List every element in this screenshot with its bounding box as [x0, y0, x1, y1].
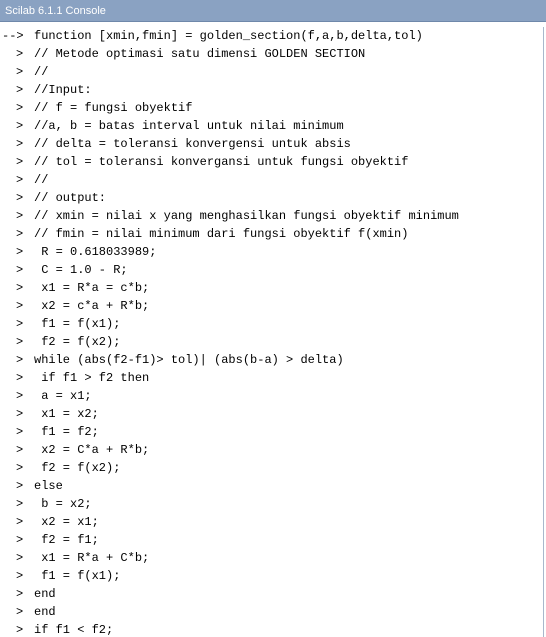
console-line-text: else: [34, 479, 63, 493]
continuation-prompt: >: [16, 551, 24, 565]
console-line: [0, 567, 543, 585]
console-line: [0, 63, 543, 81]
console-line: [0, 279, 543, 297]
continuation-prompt: >: [16, 461, 24, 475]
console-line: [0, 441, 543, 459]
console-line-text: b = x2;: [34, 497, 92, 511]
console-line-text: f1 = f2;: [34, 425, 99, 439]
continuation-prompt: >: [16, 83, 24, 97]
continuation-prompt: >: [16, 137, 24, 151]
console-line: [0, 297, 543, 315]
window-title: Scilab 6.1.1 Console: [5, 5, 106, 17]
console-line-text: x2 = c*a + R*b;: [34, 299, 150, 313]
console-line: [0, 117, 543, 135]
console-line: [0, 621, 543, 637]
continuation-prompt: >: [16, 281, 24, 295]
console-line-text: f1 = f(x1);: [34, 569, 121, 583]
console-line-text: // Metode optimasi satu dimensi GOLDEN SECTION: [34, 47, 366, 61]
continuation-prompt: >: [16, 191, 24, 205]
console-line-text: f2 = f(x2);: [34, 335, 121, 349]
console-line: [0, 171, 543, 189]
console-line: [0, 81, 543, 99]
console-line-text: x2 = C*a + R*b;: [34, 443, 150, 457]
console-line-text: f2 = f(x2);: [34, 461, 121, 475]
console-line-text: // output:: [34, 191, 107, 205]
continuation-prompt: >: [16, 479, 24, 493]
continuation-prompt: >: [16, 155, 24, 169]
console-line-text: // delta = toleransi konvergensi untuk absis: [34, 137, 351, 151]
console-line: [0, 135, 543, 153]
continuation-prompt: >: [16, 299, 24, 313]
console-line: [0, 531, 543, 549]
continuation-prompt: >: [16, 173, 24, 187]
console-line-text: //: [34, 65, 49, 79]
console-line: [0, 369, 543, 387]
continuation-prompt: >: [16, 101, 24, 115]
console-line: [0, 387, 543, 405]
console-line-text: a = x1;: [34, 389, 92, 403]
console-line-text: end: [34, 605, 56, 619]
console-line-text: //: [34, 173, 49, 187]
console-line: [0, 45, 543, 63]
continuation-prompt: >: [16, 335, 24, 349]
console-line-text: C = 1.0 - R;: [34, 263, 128, 277]
console-line-text: //a, b = batas interval untuk nilai minimum: [34, 119, 344, 133]
continuation-prompt: >: [16, 353, 24, 367]
continuation-prompt: >: [16, 245, 24, 259]
console-line: [0, 153, 543, 171]
console-line: [0, 189, 543, 207]
continuation-prompt: >: [16, 515, 24, 529]
continuation-prompt: >: [16, 443, 24, 457]
continuation-prompt: >: [16, 119, 24, 133]
console-line: [0, 495, 543, 513]
continuation-prompt: >: [16, 65, 24, 79]
continuation-prompt: >: [16, 407, 24, 421]
console-line-text: if f1 < f2;: [34, 623, 114, 637]
continuation-prompt: >: [16, 263, 24, 277]
console-line: [0, 351, 543, 369]
console-line: [0, 423, 543, 441]
continuation-prompt: >: [16, 587, 24, 601]
continuation-prompt: >: [16, 209, 24, 223]
continuation-prompt: >: [16, 623, 24, 637]
console-line: [0, 243, 543, 261]
console-line: [0, 315, 543, 333]
continuation-prompt: >: [16, 371, 24, 385]
console-line: [0, 549, 543, 567]
console-line: [0, 333, 543, 351]
console-line-text: R = 0.618033989;: [34, 245, 157, 259]
console-line-text: x1 = x2;: [34, 407, 99, 421]
continuation-prompt: >: [16, 47, 24, 61]
continuation-prompt: >: [16, 227, 24, 241]
console-line: [0, 27, 543, 45]
console-line: [0, 459, 543, 477]
continuation-prompt: >: [16, 605, 24, 619]
console-line: [0, 513, 543, 531]
console-title-bar: [0, 0, 546, 22]
console-line-text: x1 = R*a = c*b;: [34, 281, 150, 295]
console-line-text: // f = fungsi obyektif: [34, 101, 193, 115]
continuation-prompt: >: [16, 533, 24, 547]
console-line: [0, 585, 543, 603]
console-line-text: f2 = f1;: [34, 533, 99, 547]
continuation-prompt: >: [16, 569, 24, 583]
console-line: [0, 603, 543, 621]
console-line: [0, 477, 543, 495]
continuation-prompt: >: [16, 497, 24, 511]
continuation-prompt: >: [16, 389, 24, 403]
console-line: [0, 405, 543, 423]
console-line: [0, 207, 543, 225]
console-line-text: end: [34, 587, 56, 601]
console-line-text: x2 = x1;: [34, 515, 99, 529]
console-line-text: x1 = R*a + C*b;: [34, 551, 150, 565]
console-line: [0, 261, 543, 279]
console-line-text: //Input:: [34, 83, 92, 97]
console-line-text: while (abs(f2-f1)> tol)| (abs(b-a) > delta): [34, 353, 344, 367]
console-output[interactable]: [0, 27, 544, 637]
console-line-text: // fmin = nilai minimum dari fungsi obyektif f(xmin): [34, 227, 409, 241]
console-line-text: function [xmin,fmin] = golden_section(f,a,b,delta,tol): [34, 29, 423, 43]
console-line-text: f1 = f(x1);: [34, 317, 121, 331]
console-line-text: // tol = toleransi konvergansi untuk fungsi obyektif: [34, 155, 409, 169]
console-line-text: // xmin = nilai x yang menghasilkan fungsi obyektif minimum: [34, 209, 459, 223]
main-prompt: -->: [2, 29, 24, 43]
console-line-text: if f1 > f2 then: [34, 371, 150, 385]
console-line: [0, 99, 543, 117]
continuation-prompt: >: [16, 317, 24, 331]
console-line: [0, 225, 543, 243]
continuation-prompt: >: [16, 425, 24, 439]
